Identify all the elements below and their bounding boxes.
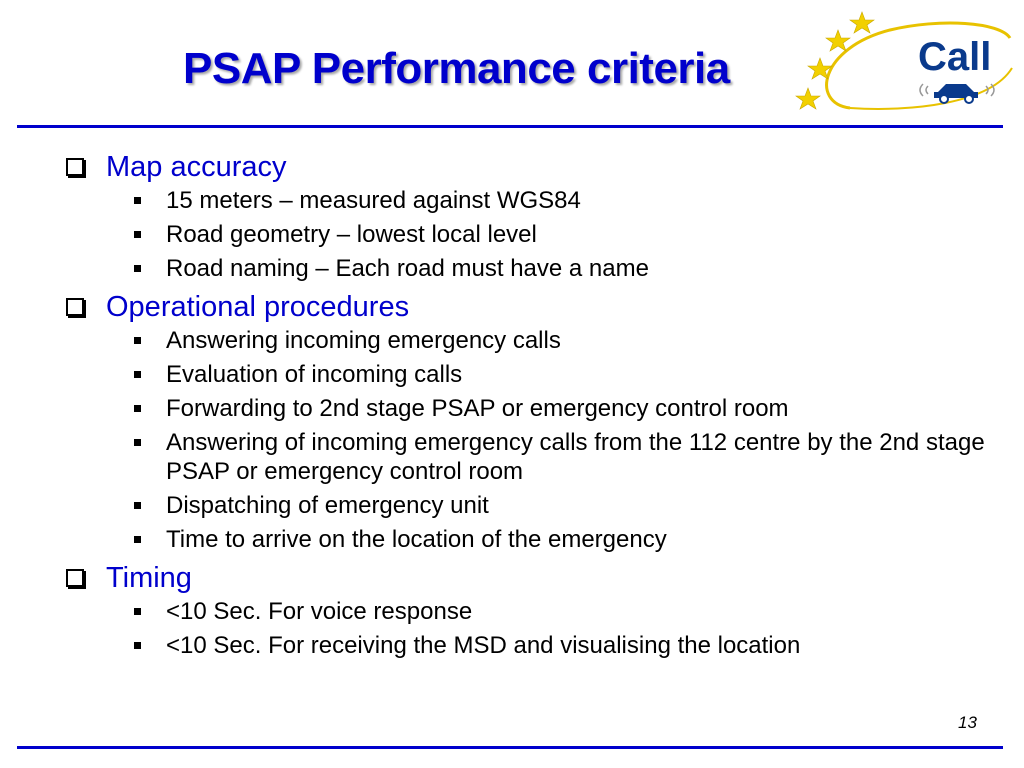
section-heading	[64, 288, 994, 326]
list-item: Answering incoming emergency calls	[134, 326, 994, 355]
section-heading	[64, 148, 994, 186]
section-heading	[64, 559, 994, 597]
list-item: 15 meters – measured against WGS84	[134, 186, 994, 215]
section-label: Timing	[106, 561, 192, 594]
list-item: Road geometry – lowest local level	[134, 220, 994, 249]
bullet-list	[64, 597, 994, 660]
bullet-list	[64, 186, 994, 283]
page-number: 13	[958, 713, 977, 732]
checkbox-bullet-icon	[66, 158, 84, 176]
list-item: Dispatching of emergency unit	[134, 491, 994, 520]
checkbox-bullet-icon	[66, 298, 84, 316]
section	[64, 288, 994, 554]
list-item: Road naming – Each road must have a name	[134, 254, 994, 283]
list-item: <10 Sec. For receiving the MSD and visualising the location	[134, 631, 994, 660]
bullet-list	[64, 326, 994, 554]
list-item: Answering of incoming emergency calls from the 112 centre by the 2nd stage PSAP or emergency control room	[134, 428, 994, 486]
svg-text:Call: Call	[918, 35, 992, 79]
section	[64, 559, 994, 660]
list-item: Forwarding to 2nd stage PSAP or emergency control room	[134, 394, 994, 423]
ecall-logo-icon	[790, 8, 1016, 120]
checkbox-bullet-icon	[66, 569, 84, 587]
list-item: Time to arrive on the location of the emergency	[134, 525, 994, 554]
section-label: Operational procedures	[106, 290, 410, 323]
section-label: Map accuracy	[106, 150, 287, 183]
title-divider	[17, 125, 1003, 128]
list-item: Evaluation of incoming calls	[134, 360, 994, 389]
slide-content	[64, 148, 994, 665]
page-title: PSAP Performance criteria	[183, 44, 730, 93]
footer-divider	[17, 746, 1003, 749]
list-item: <10 Sec. For voice response	[134, 597, 994, 626]
section	[64, 148, 994, 283]
